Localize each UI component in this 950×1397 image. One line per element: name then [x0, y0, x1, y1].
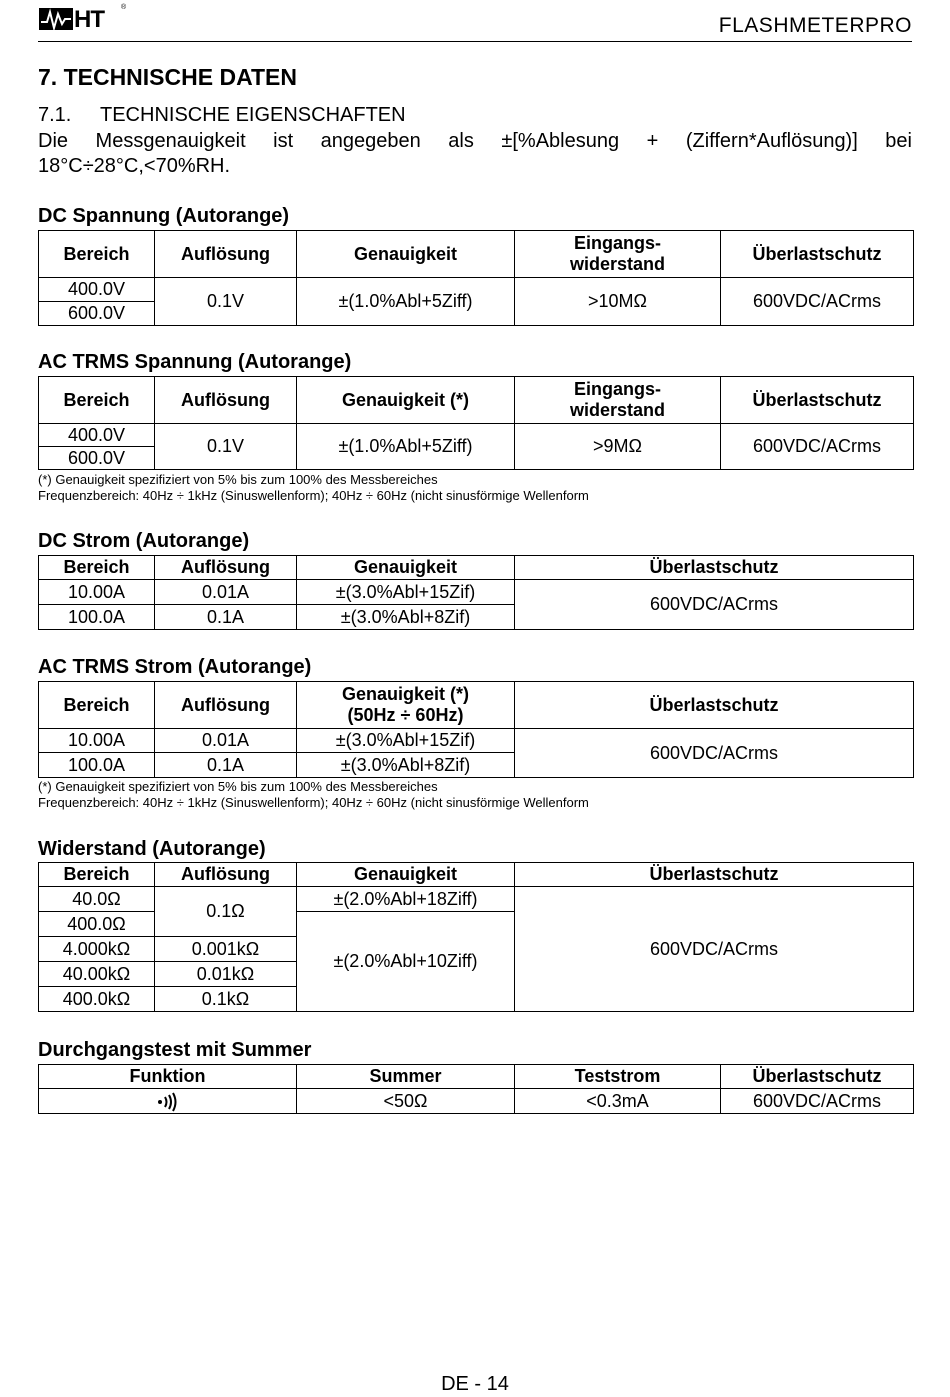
col-header: Summer [297, 1065, 515, 1089]
protection-cell: 600VDC/ACrms [515, 729, 914, 778]
col-header: Bereich [39, 231, 155, 278]
col-header: Bereich [39, 377, 155, 424]
range-cell: 400.0kΩ [39, 987, 155, 1012]
table-header-row [39, 682, 914, 729]
accuracy-cell: ±(1.0%Abl+5Ziff) [297, 424, 515, 470]
col-header-line: widerstand [569, 254, 666, 274]
col-header: Bereich [39, 863, 155, 887]
table-row [39, 278, 914, 302]
col-header: Genauigkeit [297, 556, 515, 580]
range-cell: 10.00A [39, 580, 155, 605]
continuity-title: Durchgangstest mit Summer [38, 1039, 312, 1061]
subsection-heading [38, 104, 406, 127]
col-header: Auflösung [155, 682, 297, 729]
page-title: 7. TECHNISCHE DATEN [38, 64, 297, 90]
resolution-cell: 0.1kΩ [155, 987, 297, 1012]
buzzer-icon [157, 1092, 179, 1112]
table-row [39, 580, 914, 605]
ac-current-title: AC TRMS Strom (Autorange) [38, 656, 312, 678]
col-header [515, 231, 721, 278]
col-header: Bereich [39, 682, 155, 729]
accuracy-cell: ±(3.0%Abl+8Zif) [297, 753, 515, 778]
protection-cell: 600VDC/ACrms [721, 424, 914, 470]
function-cell [39, 1089, 297, 1114]
col-header: Überlastschutz [515, 863, 914, 887]
col-header [515, 377, 721, 424]
intro-line-1: Die Messgenauigkeit ist angegeben als ±[%Ablesung + (Ziffern*Auflösung)] bei [38, 130, 912, 152]
col-header: Auflösung [155, 863, 297, 887]
col-header: Überlastschutz [721, 231, 914, 278]
ac-current-table [38, 681, 914, 778]
col-header: Genauigkeit [297, 863, 515, 887]
resolution-cell: 0.001kΩ [155, 937, 297, 962]
col-header-line: (50Hz ÷ 60Hz) [347, 705, 464, 725]
range-cell: 100.0A [39, 605, 155, 630]
range-cell: 400.0V [39, 278, 155, 302]
col-header [297, 682, 515, 729]
ac-current-note-1: (*) Genauigkeit spezifiziert von 5% bis zum 100% des Messbereiches [38, 779, 438, 794]
resolution-cell: 0.1V [155, 424, 297, 470]
col-header: Auflösung [155, 231, 297, 278]
registered-mark: ® [121, 4, 127, 11]
ac-voltage-note-2: Frequenzbereich: 40Hz ÷ 1kHz (Sinuswellenform); 40Hz ÷ 60Hz (nicht sinusförmige Wellenform [38, 488, 589, 503]
ac-voltage-note-1: (*) Genauigkeit spezifiziert von 5% bis zum 100% des Messbereiches [38, 472, 438, 487]
resolution-cell: 0.01kΩ [155, 962, 297, 987]
ht-logo [38, 4, 130, 34]
protection-cell: 600VDC/ACrms [515, 580, 914, 630]
accuracy-cell: ±(3.0%Abl+15Zif) [297, 729, 515, 753]
table-header-row [39, 556, 914, 580]
page-number: DE - 14 [441, 1373, 509, 1395]
col-header-line: Eingangs- [573, 379, 661, 399]
product-name: FLASHMETERPRO [718, 14, 912, 37]
resolution-cell: 0.1V [155, 278, 297, 326]
col-header-line: Eingangs- [573, 233, 661, 253]
accuracy-cell: ±(2.0%Abl+18Ziff) [297, 887, 515, 912]
protection-cell: 600VDC/ACrms [721, 1089, 914, 1114]
range-cell: 4.000kΩ [39, 937, 155, 962]
range-cell: 100.0A [39, 753, 155, 778]
impedance-cell: >10MΩ [515, 278, 721, 326]
table-row [39, 424, 914, 447]
protection-cell: 600VDC/ACrms [515, 887, 914, 1012]
table-header-row [39, 231, 914, 278]
range-cell: 40.0Ω [39, 887, 155, 912]
test-current-cell: <0.3mA [515, 1089, 721, 1114]
impedance-cell: >9MΩ [515, 424, 721, 470]
table-row [39, 1089, 914, 1114]
col-header: Genauigkeit [297, 231, 515, 278]
accuracy-cell: ±(3.0%Abl+15Zif) [297, 580, 515, 605]
table-row [39, 887, 914, 912]
logo-text: HT [74, 6, 104, 33]
range-cell: 600.0V [39, 447, 155, 470]
col-header: Überlastschutz [721, 377, 914, 424]
dc-voltage-title: DC Spannung (Autorange) [38, 205, 290, 227]
col-header: Überlastschutz [515, 556, 914, 580]
col-header: Überlastschutz [721, 1065, 914, 1089]
protection-cell: 600VDC/ACrms [721, 278, 914, 326]
dc-voltage-table [38, 230, 914, 326]
table-header-row [39, 863, 914, 887]
resolution-cell: 0.01A [155, 729, 297, 753]
range-cell: 600.0V [39, 302, 155, 326]
col-header-line: widerstand [569, 400, 666, 420]
buzzer-cell: <50Ω [297, 1089, 515, 1114]
col-header: Bereich [39, 556, 155, 580]
resolution-cell: 0.1A [155, 605, 297, 630]
resolution-cell: 0.1Ω [155, 887, 297, 937]
col-header: Genauigkeit (*) [297, 377, 515, 424]
continuity-table [38, 1064, 914, 1114]
accuracy-cell: ±(3.0%Abl+8Zif) [297, 605, 515, 630]
ac-current-note-2: Frequenzbereich: 40Hz ÷ 1kHz (Sinuswellenform); 40Hz ÷ 60Hz (nicht sinusförmige Wellenform [38, 795, 589, 810]
table-header-row [39, 1065, 914, 1089]
accuracy-cell: ±(2.0%Abl+10Ziff) [297, 912, 515, 1012]
subsection-title: TECHNISCHE EIGENSCHAFTEN [100, 104, 406, 126]
table-row [39, 729, 914, 753]
dc-current-title: DC Strom (Autorange) [38, 530, 250, 552]
range-cell: 400.0Ω [39, 912, 155, 937]
subsection-number: 7.1. [38, 104, 72, 126]
resolution-cell: 0.01A [155, 580, 297, 605]
accuracy-cell: ±(1.0%Abl+5Ziff) [297, 278, 515, 326]
intro-line-2: 18°C÷28°C,<70%RH. [38, 155, 231, 177]
dc-current-table [38, 555, 914, 630]
ht-logo-mark [38, 4, 78, 34]
col-header: Funktion [39, 1065, 297, 1089]
col-header: Auflösung [155, 377, 297, 424]
col-header: Überlastschutz [515, 682, 914, 729]
range-cell: 400.0V [39, 424, 155, 447]
range-cell: 10.00A [39, 729, 155, 753]
resolution-cell: 0.1A [155, 753, 297, 778]
resistance-title: Widerstand (Autorange) [38, 838, 266, 860]
ac-voltage-table [38, 376, 914, 470]
resistance-table [38, 862, 914, 1012]
range-cell: 40.00kΩ [39, 962, 155, 987]
ac-voltage-title: AC TRMS Spannung (Autorange) [38, 351, 352, 373]
header-divider [38, 41, 912, 42]
table-header-row [39, 377, 914, 424]
col-header: Auflösung [155, 556, 297, 580]
col-header-line: Genauigkeit (*) [341, 684, 470, 704]
col-header: Teststrom [515, 1065, 721, 1089]
